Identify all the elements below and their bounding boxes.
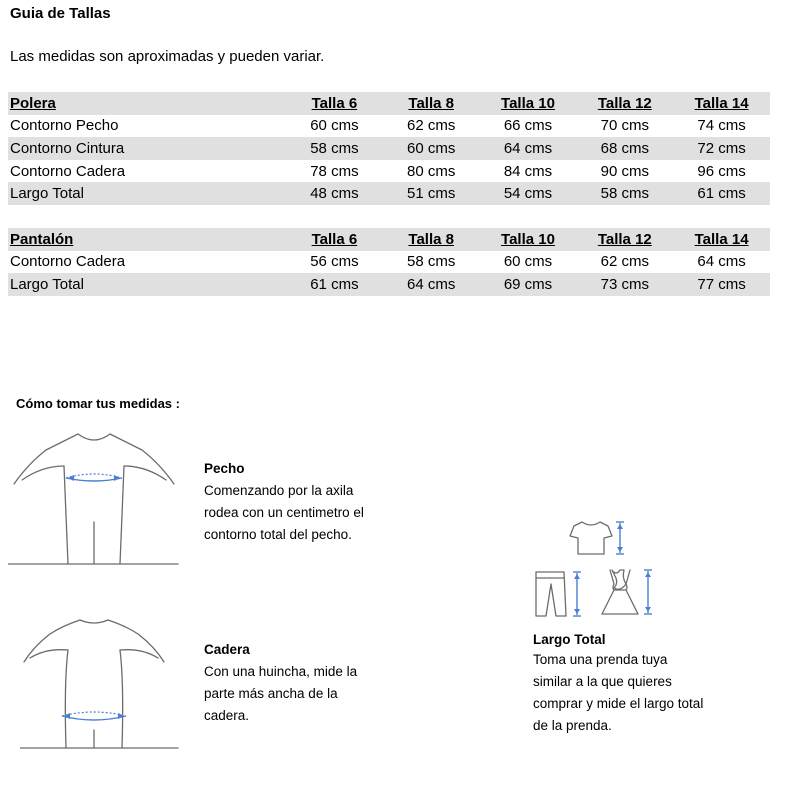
pants-length-icon (532, 568, 588, 620)
header-cell: Talla 10 (480, 228, 577, 251)
header-cell: Talla 12 (576, 92, 673, 115)
largo-line: Toma una prenda tuya (533, 652, 668, 667)
row-label: Contorno Cintura (8, 137, 286, 160)
table-cell: 61 cms (673, 182, 770, 205)
header-cell: Talla 10 (480, 92, 577, 115)
pecho-title: Pecho (204, 461, 245, 476)
pecho-line: contorno total del pecho. (204, 527, 352, 542)
torso-chest-measure-icon (8, 430, 180, 566)
table-cell: 60 cms (503, 253, 553, 271)
table-header-row (8, 92, 770, 115)
table-cell: 68 cms (576, 137, 673, 160)
header-cell: Pantalón (8, 228, 286, 251)
polera-size-table (8, 92, 770, 205)
largo-line: similar a la que quieres (533, 674, 672, 689)
row-label: Contorno Pecho (10, 117, 119, 135)
table-cell: 72 cms (673, 137, 770, 160)
largo-title: Largo Total (533, 632, 606, 647)
tshirt-length-icon (568, 518, 630, 558)
header-cell: Talla 14 (673, 92, 770, 115)
table-row (8, 137, 770, 160)
pecho-instructions (204, 461, 424, 546)
pecho-line: rodea con un centimetro el (204, 505, 364, 520)
header-cell: Talla 8 (383, 92, 480, 115)
table-cell: 60 cms (310, 117, 359, 135)
table-cell: 80 cms (407, 162, 456, 180)
largo-line: comprar y mide el largo total (533, 696, 704, 711)
header-cell: Talla 6 (286, 228, 383, 251)
pecho-line: Comenzando por la axila (204, 483, 354, 498)
table-cell: 51 cms (383, 182, 480, 205)
table-cell: 64 cms (697, 253, 746, 271)
table-cell: 69 cms (480, 273, 577, 296)
table-row (8, 251, 770, 274)
row-label: Largo Total (8, 273, 286, 296)
cadera-instructions (204, 642, 424, 727)
table-cell: 58 cms (407, 253, 456, 271)
largo-instructions (533, 632, 773, 737)
dress-length-icon (598, 566, 662, 620)
page-title: Guia de Tallas (10, 5, 111, 22)
table-cell: 61 cms (286, 273, 383, 296)
cadera-line: parte más ancha de la (204, 686, 338, 701)
header-cell: Talla 12 (576, 228, 673, 251)
table-cell: 74 cms (697, 117, 746, 135)
table-cell: 54 cms (480, 182, 577, 205)
table-cell: 70 cms (600, 117, 649, 135)
table-cell: 90 cms (600, 162, 649, 180)
table-cell: 60 cms (383, 137, 480, 160)
table-cell: 64 cms (383, 273, 480, 296)
row-label: Largo Total (8, 182, 286, 205)
table-row (8, 273, 770, 296)
cadera-line: cadera. (204, 708, 250, 723)
table-header-row (8, 228, 770, 251)
table-cell: 84 cms (503, 162, 553, 180)
table-cell: 66 cms (503, 117, 553, 135)
header-cell: Talla 6 (286, 92, 383, 115)
table-row (8, 182, 770, 205)
page-subtitle: Las medidas son aproximadas y pueden variar. (10, 48, 325, 65)
table-cell: 62 cms (407, 117, 456, 135)
cadera-line: Con una huincha, mide la (204, 664, 358, 679)
header-cell: Talla 8 (383, 228, 480, 251)
torso-hip-measure-icon (20, 612, 182, 750)
table-cell: 73 cms (576, 273, 673, 296)
pantalon-size-table (8, 228, 770, 296)
header-cell: Talla 14 (673, 228, 770, 251)
row-label: Contorno Cadera (10, 162, 126, 180)
table-row (8, 115, 770, 138)
largo-line: de la prenda. (533, 718, 612, 733)
howto-title: Cómo tomar tus medidas : (16, 396, 180, 411)
cadera-title: Cadera (204, 642, 250, 657)
table-cell: 56 cms (310, 253, 359, 271)
table-cell: 48 cms (286, 182, 383, 205)
table-cell: 96 cms (697, 162, 746, 180)
header-cell: Polera (8, 92, 286, 115)
table-cell: 77 cms (673, 273, 770, 296)
table-cell: 62 cms (600, 253, 649, 271)
table-cell: 58 cms (286, 137, 383, 160)
table-cell: 78 cms (310, 162, 359, 180)
table-cell: 58 cms (576, 182, 673, 205)
table-cell: 64 cms (480, 137, 577, 160)
row-label: Contorno Cadera (10, 253, 126, 271)
table-row (8, 160, 770, 183)
